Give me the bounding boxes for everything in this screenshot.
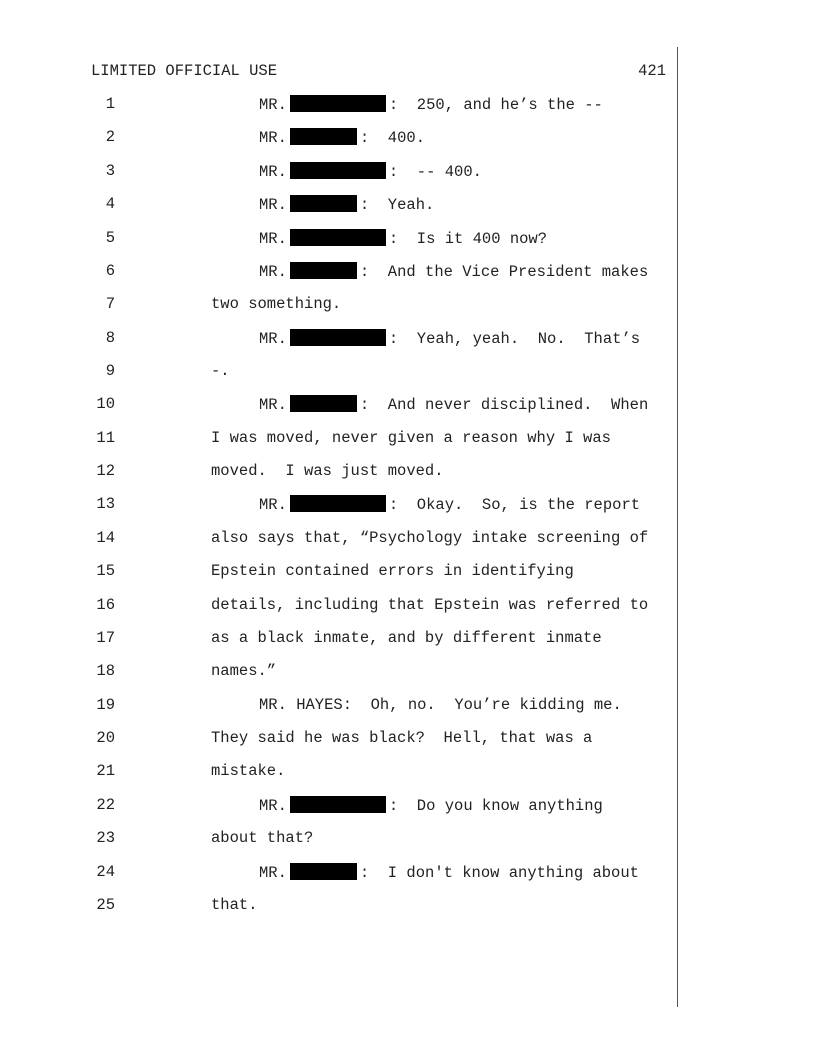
line-text xyxy=(259,696,622,714)
transcript-line xyxy=(0,395,676,415)
line-content: moved. I was just moved. xyxy=(211,462,444,481)
line-number: 25 xyxy=(96,895,115,914)
speaker-prefix: MR. xyxy=(259,129,287,148)
redaction-box xyxy=(290,395,357,412)
transcript-line xyxy=(0,796,676,816)
line-number: 12 xyxy=(96,462,115,481)
line-number: 21 xyxy=(96,762,115,781)
speaker-prefix: MR. xyxy=(259,863,287,882)
line-content: -. xyxy=(211,362,230,380)
line-number: 5 xyxy=(105,228,115,247)
transcript-line xyxy=(0,329,676,349)
speaker-prefix: MR. xyxy=(259,196,287,215)
page-number: 421 xyxy=(638,62,666,80)
line-content: I was moved, never given a reason why I was xyxy=(211,428,611,447)
line-number: 22 xyxy=(96,795,115,814)
line-content: Epstein contained errors in identifying xyxy=(211,562,574,581)
line-content: : I don't know anything about xyxy=(359,863,639,882)
line-number: 4 xyxy=(105,195,115,214)
redaction-box xyxy=(290,162,386,179)
line-number: 9 xyxy=(105,362,115,380)
line-content: : Is it 400 now? xyxy=(388,229,548,248)
transcript-line xyxy=(0,262,676,282)
line-text xyxy=(211,462,444,480)
transcript-line xyxy=(0,662,676,682)
line-content: : Yeah. xyxy=(359,196,435,215)
transcript-line xyxy=(0,229,676,249)
transcript-line xyxy=(0,696,676,716)
line-content: as a black inmate, and by different inmate xyxy=(211,628,602,647)
line-content: names.” xyxy=(211,662,277,681)
line-content: : -- 400. xyxy=(388,162,482,181)
line-number: 2 xyxy=(105,128,115,147)
line-number: 10 xyxy=(96,395,115,414)
line-number: 19 xyxy=(96,695,115,714)
classification-header: LIMITED OFFICIAL USE xyxy=(91,62,278,80)
line-number: 18 xyxy=(96,662,115,681)
redaction-box xyxy=(290,229,386,246)
line-text xyxy=(211,662,276,680)
transcript-line xyxy=(0,896,676,916)
transcript-line xyxy=(0,429,676,449)
speaker-prefix: MR. xyxy=(259,496,287,515)
line-number: 7 xyxy=(105,295,115,314)
line-content: mistake. xyxy=(211,762,286,781)
line-content: two something. xyxy=(211,295,342,314)
redaction-box xyxy=(290,95,386,112)
line-content: details, including that Epstein was referred to xyxy=(211,595,649,614)
transcript-line xyxy=(0,629,676,649)
transcript-line xyxy=(0,162,676,182)
line-number: 16 xyxy=(96,595,115,614)
line-text xyxy=(259,195,434,214)
line-number: 6 xyxy=(105,261,115,280)
line-text xyxy=(259,95,603,114)
transcript-line xyxy=(0,529,676,549)
line-number: 20 xyxy=(96,729,115,747)
line-content: : And never disciplined. When xyxy=(359,396,649,415)
line-number: 15 xyxy=(96,562,115,581)
transcript-line xyxy=(0,95,676,115)
line-text xyxy=(211,762,285,780)
line-number: 11 xyxy=(96,428,115,447)
redaction-box xyxy=(290,262,357,279)
line-number: 23 xyxy=(96,829,115,848)
redaction-box xyxy=(290,796,386,813)
line-number: 14 xyxy=(96,528,115,547)
line-number: 13 xyxy=(96,495,115,514)
line-content: : 400. xyxy=(359,129,426,148)
transcript-line xyxy=(0,562,676,582)
redaction-box xyxy=(290,329,386,346)
line-text xyxy=(259,128,425,147)
line-content: that. xyxy=(211,895,258,914)
line-text xyxy=(211,896,258,914)
redaction-box xyxy=(290,195,357,212)
line-content: : Okay. So, is the report xyxy=(388,496,641,515)
speaker-prefix: MR. xyxy=(259,796,287,815)
transcript-line xyxy=(0,762,676,782)
line-text xyxy=(259,262,648,281)
redaction-box xyxy=(290,495,386,512)
transcript-line xyxy=(0,495,676,515)
line-content: : Do you know anything xyxy=(388,796,603,815)
line-content: : And the Vice President makes xyxy=(359,262,649,281)
line-content: MR. HAYES: Oh, no. You’re kidding me. xyxy=(259,695,622,714)
speaker-prefix: MR. xyxy=(259,96,287,114)
speaker-prefix: MR. xyxy=(259,162,287,181)
line-number: 3 xyxy=(105,161,115,180)
speaker-prefix: MR. xyxy=(259,262,287,281)
line-text xyxy=(211,729,592,747)
transcript-line xyxy=(0,829,676,849)
speaker-prefix: MR. xyxy=(259,329,287,348)
line-text xyxy=(259,329,640,348)
line-text xyxy=(259,863,639,882)
line-number: 1 xyxy=(105,95,115,113)
line-text xyxy=(259,229,547,248)
line-number: 17 xyxy=(96,628,115,647)
line-number: 8 xyxy=(105,328,115,347)
line-content: They said he was black? Hell, that was a xyxy=(211,729,593,747)
speaker-prefix: MR. xyxy=(259,396,287,415)
line-text xyxy=(211,562,574,580)
line-text xyxy=(211,429,611,447)
line-content: : Yeah, yeah. No. That’s xyxy=(388,329,641,348)
transcript-line xyxy=(0,596,676,616)
line-text xyxy=(211,362,230,380)
line-content: also says that, “Psychology intake screening of xyxy=(211,528,649,547)
line-text xyxy=(211,596,648,614)
line-text xyxy=(211,295,341,313)
right-margin-rule xyxy=(677,47,678,1007)
transcript-line xyxy=(0,729,676,749)
transcript-line xyxy=(0,462,676,482)
transcript-line xyxy=(0,863,676,883)
line-number: 24 xyxy=(96,862,115,881)
line-text xyxy=(259,796,603,815)
redaction-box xyxy=(290,863,357,880)
line-content: : 250, and he’s the -- xyxy=(388,96,603,114)
line-text xyxy=(259,395,648,414)
redaction-box xyxy=(290,128,357,145)
transcript-line xyxy=(0,128,676,148)
transcript-line xyxy=(0,195,676,215)
line-text xyxy=(259,162,482,181)
line-text xyxy=(259,495,640,514)
line-text xyxy=(211,529,648,547)
speaker-prefix: MR. xyxy=(259,229,287,248)
line-content: about that? xyxy=(211,829,314,848)
transcript-line xyxy=(0,362,676,382)
line-text xyxy=(211,629,602,647)
line-text xyxy=(211,829,313,847)
transcript-line xyxy=(0,295,676,315)
